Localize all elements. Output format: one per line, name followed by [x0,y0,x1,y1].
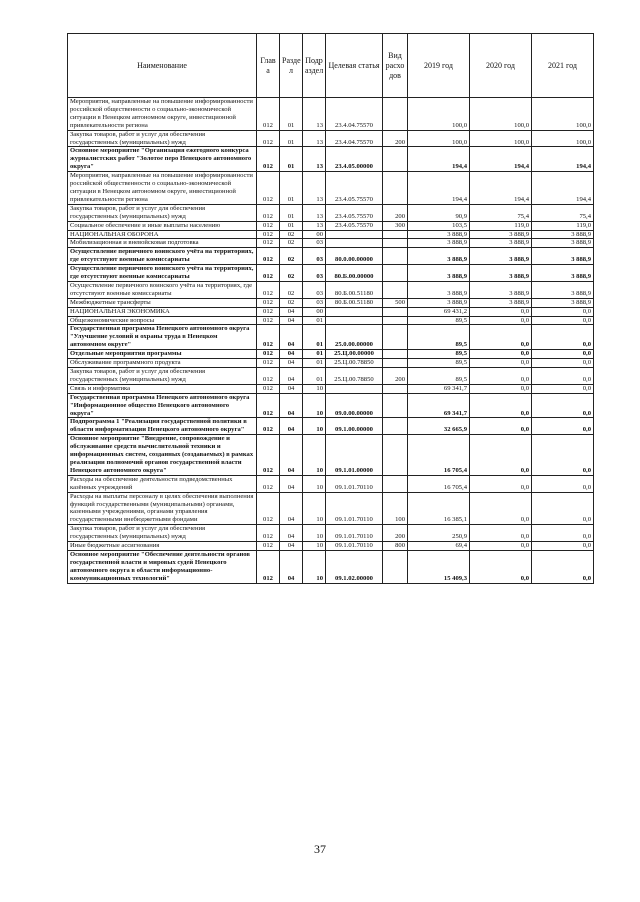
table-row [68,204,594,221]
cell-year-2021: 0,0 [532,350,594,359]
cell-year-2020: 100,0 [470,98,532,131]
cell-year-2019: 32 665,9 [408,418,470,435]
cell-glava: 012 [257,298,280,307]
cell-expense-type [383,475,408,492]
cell-year-2020: 3 888,9 [470,265,532,282]
cell-year-2021: 3 888,9 [532,281,594,298]
cell-year-2019: 89,5 [408,316,470,325]
cell-year-2020: 0,0 [470,359,532,368]
cell-year-2019: 3 888,9 [408,265,470,282]
table-row [68,550,594,583]
cell-razdel: 04 [280,418,303,435]
table-row [68,384,594,393]
cell-podrazdel: 01 [303,325,326,350]
header-target-article: Целевая статья [326,34,383,98]
cell-year-2021: 0,0 [532,492,594,525]
cell-year-2019: 3 888,9 [408,239,470,248]
cell-year-2020: 3 888,9 [470,239,532,248]
cell-podrazdel: 01 [303,368,326,385]
cell-glava: 012 [257,316,280,325]
cell-year-2020: 3 888,9 [470,298,532,307]
cell-glava: 012 [257,239,280,248]
cell-podrazdel: 13 [303,130,326,147]
cell-razdel: 04 [280,393,303,418]
cell-name: Мобилизационная и вневойсковая подготовка [68,239,257,248]
cell-podrazdel: 03 [303,239,326,248]
cell-target-article [326,230,383,239]
cell-year-2020: 0,0 [470,307,532,316]
cell-name: Социальное обеспечение и иные выплаты населению [68,221,257,230]
cell-year-2020: 0,0 [470,368,532,385]
cell-podrazdel: 13 [303,98,326,131]
cell-razdel: 04 [280,368,303,385]
cell-glava: 012 [257,325,280,350]
cell-name: Основное мероприятие "Внедрение, сопровождение и обслуживание средств вычислительной техники и информационных систем, созданных (создаваемых) в рамках реализации полномочий органов государственной власти Ненецкого автономного округа" [68,435,257,476]
header-row [68,34,594,98]
cell-target-article: 09.1.02.00000 [326,550,383,583]
cell-glava: 012 [257,172,280,205]
cell-year-2020: 0,0 [470,350,532,359]
cell-expense-type: 200 [383,130,408,147]
cell-glava: 012 [257,147,280,172]
cell-target-article [326,316,383,325]
cell-target-article: 09.1.01.70110 [326,475,383,492]
cell-year-2019: 89,5 [408,325,470,350]
cell-glava: 012 [257,550,280,583]
cell-razdel: 02 [280,239,303,248]
cell-razdel: 01 [280,204,303,221]
table-row [68,239,594,248]
cell-expense-type: 500 [383,298,408,307]
cell-year-2020: 100,0 [470,130,532,147]
cell-expense-type [383,281,408,298]
cell-name: Общеэкономические вопросы [68,316,257,325]
cell-expense-type [383,239,408,248]
cell-glava: 012 [257,435,280,476]
cell-razdel: 02 [280,298,303,307]
cell-year-2019: 3 888,9 [408,248,470,265]
cell-target-article: 09.1.01.70110 [326,542,383,551]
cell-year-2021: 3 888,9 [532,298,594,307]
cell-name: Мероприятия, направленные на повышение информированности российской общественности о социально-экономической ситуации в Ненецком автономном округе, инвестиционной привлекательности региона [68,172,257,205]
cell-name: Закупка товаров, работ и услуг для обеспечения государственных (муниципальных) нужд [68,525,257,542]
table-row [68,98,594,131]
cell-expense-type: 200 [383,204,408,221]
cell-target-article [326,239,383,248]
cell-name: Мероприятия, направленные на повышение информированности российской общественности о социально-экономической ситуации в Ненецком автономном округе, инвестиционной привлекательности региона [68,98,257,131]
cell-year-2019: 69 431,2 [408,307,470,316]
cell-name: Иные бюджетные ассигнования [68,542,257,551]
cell-year-2019: 90,9 [408,204,470,221]
cell-name: НАЦИОНАЛЬНАЯ ОБОРОНА [68,230,257,239]
cell-year-2020: 75,4 [470,204,532,221]
cell-year-2019: 3 888,9 [408,230,470,239]
table-row [68,475,594,492]
table-row [68,265,594,282]
cell-podrazdel: 13 [303,172,326,205]
cell-name: Подпрограмма 1 "Реализация государственной политики в области информатизации Ненецкого автономного округа" [68,418,257,435]
cell-name: Государственная программа Ненецкого автономного округа "Улучшение условий и охраны труда в Ненецком автономном округе" [68,325,257,350]
cell-year-2020: 3 888,9 [470,230,532,239]
page-number: 37 [314,842,326,856]
cell-name: Межбюджетные трансферты [68,298,257,307]
cell-target-article: 80.Б.00.51180 [326,281,383,298]
cell-year-2021: 0,0 [532,384,594,393]
table-row [68,359,594,368]
cell-expense-type [383,435,408,476]
cell-podrazdel: 03 [303,248,326,265]
cell-podrazdel: 01 [303,359,326,368]
cell-target-article: 09.1.01.00000 [326,435,383,476]
cell-razdel: 04 [280,359,303,368]
cell-year-2021: 0,0 [532,325,594,350]
cell-target-article: 09.0.00.00000 [326,393,383,418]
cell-year-2021: 75,4 [532,204,594,221]
cell-razdel: 04 [280,316,303,325]
cell-target-article: 23.4.05.75570 [326,221,383,230]
cell-razdel: 04 [280,492,303,525]
cell-name: Расходы на выплаты персоналу в целях обеспечения выполнения функций государственными (муниципальными) органами, казенными учреждениями, органами управления государственными внебюджетными фондами [68,492,257,525]
cell-expense-type: 800 [383,542,408,551]
cell-year-2021: 100,0 [532,130,594,147]
cell-expense-type [383,325,408,350]
cell-glava: 012 [257,418,280,435]
cell-podrazdel: 10 [303,393,326,418]
cell-target-article: 23.4.04.75570 [326,98,383,131]
cell-year-2019: 89,5 [408,368,470,385]
cell-year-2021: 194,4 [532,172,594,205]
cell-year-2021: 0,0 [532,418,594,435]
cell-glava: 012 [257,204,280,221]
cell-expense-type [383,172,408,205]
cell-target-article: 25.Ц.00.78850 [326,359,383,368]
cell-target-article: 09.1.00.00000 [326,418,383,435]
cell-year-2021: 0,0 [532,542,594,551]
table-row [68,172,594,205]
cell-year-2019: 3 888,9 [408,281,470,298]
table-row [68,316,594,325]
cell-podrazdel: 10 [303,435,326,476]
cell-year-2019: 3 888,9 [408,298,470,307]
cell-razdel: 04 [280,435,303,476]
cell-razdel: 04 [280,325,303,350]
cell-glava: 012 [257,265,280,282]
cell-glava: 012 [257,307,280,316]
header-year-2020: 2020 год [470,34,532,98]
cell-razdel: 04 [280,307,303,316]
cell-year-2019: 15 409,3 [408,550,470,583]
cell-year-2020: 0,0 [470,384,532,393]
cell-year-2019: 194,4 [408,147,470,172]
cell-year-2020: 119,0 [470,221,532,230]
cell-year-2020: 3 888,9 [470,281,532,298]
table-row [68,230,594,239]
cell-expense-type [383,230,408,239]
table-row [68,298,594,307]
cell-year-2021: 100,0 [532,98,594,131]
budget-table [67,33,594,584]
cell-expense-type [383,550,408,583]
cell-glava: 012 [257,221,280,230]
cell-year-2021: 0,0 [532,368,594,385]
table-row [68,492,594,525]
cell-year-2021: 3 888,9 [532,239,594,248]
cell-year-2020: 0,0 [470,418,532,435]
cell-razdel: 04 [280,525,303,542]
cell-podrazdel: 00 [303,230,326,239]
cell-year-2020: 0,0 [470,393,532,418]
cell-podrazdel: 13 [303,221,326,230]
cell-year-2020: 194,4 [470,147,532,172]
cell-glava: 012 [257,492,280,525]
cell-expense-type [383,147,408,172]
cell-razdel: 04 [280,384,303,393]
cell-name: Расходы на обеспечение деятельности подведомственных казённых учреждений [68,475,257,492]
cell-year-2019: 16 705,4 [408,435,470,476]
table-row [68,525,594,542]
cell-year-2020: 0,0 [470,550,532,583]
cell-year-2019: 194,4 [408,172,470,205]
cell-glava: 012 [257,368,280,385]
cell-target-article: 80.0.00.00000 [326,248,383,265]
table-row [68,248,594,265]
table-row [68,368,594,385]
cell-razdel: 01 [280,221,303,230]
cell-year-2019: 103,5 [408,221,470,230]
cell-target-article: 23.4.05.75570 [326,172,383,205]
cell-year-2021: 0,0 [532,525,594,542]
cell-target-article: 25.Ц.00.00000 [326,350,383,359]
cell-podrazdel: 10 [303,525,326,542]
cell-name: Связь и информатика [68,384,257,393]
cell-name: Закупка товаров, работ и услуг для обеспечения государственных (муниципальных) нужд [68,368,257,385]
cell-year-2020: 3 888,9 [470,248,532,265]
cell-year-2019: 69 341,7 [408,393,470,418]
cell-podrazdel: 01 [303,316,326,325]
cell-expense-type [383,316,408,325]
table-row [68,147,594,172]
table-row [68,281,594,298]
cell-year-2019: 16 705,4 [408,475,470,492]
cell-year-2021: 0,0 [532,307,594,316]
cell-podrazdel: 13 [303,204,326,221]
cell-glava: 012 [257,525,280,542]
cell-expense-type [383,307,408,316]
cell-name: НАЦИОНАЛЬНАЯ ЭКОНОМИКА [68,307,257,316]
cell-target-article: 25.0.00.00000 [326,325,383,350]
header-year-2021: 2021 год [532,34,594,98]
cell-podrazdel: 01 [303,350,326,359]
cell-expense-type: 200 [383,368,408,385]
cell-year-2021: 0,0 [532,475,594,492]
table-row [68,435,594,476]
cell-glava: 012 [257,98,280,131]
cell-podrazdel: 13 [303,147,326,172]
cell-razdel: 04 [280,550,303,583]
cell-glava: 012 [257,248,280,265]
cell-razdel: 02 [280,265,303,282]
cell-glava: 012 [257,384,280,393]
cell-year-2019: 69,4 [408,542,470,551]
cell-podrazdel: 10 [303,475,326,492]
cell-expense-type [383,384,408,393]
cell-expense-type [383,265,408,282]
cell-year-2019: 100,0 [408,130,470,147]
cell-name: Обслуживание программного продукта [68,359,257,368]
cell-target-article [326,307,383,316]
table-row [68,350,594,359]
table-row [68,221,594,230]
cell-name: Основное мероприятие "Обеспечение деятельности органов государственной власти и мировых судей Ненецкого автономного округа в области информационно-коммуникационных технологий" [68,550,257,583]
cell-expense-type [383,248,408,265]
table-row [68,393,594,418]
table-row [68,325,594,350]
cell-year-2020: 0,0 [470,435,532,476]
cell-podrazdel: 10 [303,542,326,551]
cell-expense-type [383,98,408,131]
cell-year-2021: 194,4 [532,147,594,172]
cell-expense-type [383,393,408,418]
cell-glava: 012 [257,475,280,492]
cell-podrazdel: 03 [303,281,326,298]
cell-razdel: 02 [280,230,303,239]
table-row [68,418,594,435]
cell-year-2021: 0,0 [532,435,594,476]
cell-year-2020: 194,4 [470,172,532,205]
cell-expense-type [383,359,408,368]
table-row [68,130,594,147]
cell-glava: 012 [257,359,280,368]
cell-year-2019: 89,5 [408,359,470,368]
cell-year-2019: 69 341,7 [408,384,470,393]
cell-expense-type [383,350,408,359]
cell-name: Осуществление первичного воинского учёта на территориях, где отсутствуют военные комиссариаты [68,265,257,282]
cell-year-2020: 0,0 [470,475,532,492]
header-podrazdel: Подр аздел [303,34,326,98]
cell-year-2020: 0,0 [470,525,532,542]
cell-glava: 012 [257,230,280,239]
cell-razdel: 04 [280,475,303,492]
cell-year-2020: 0,0 [470,492,532,525]
cell-podrazdel: 10 [303,550,326,583]
cell-target-article: 09.1.01.70110 [326,525,383,542]
cell-year-2020: 0,0 [470,542,532,551]
table-row [68,307,594,316]
header-glava: Глав а [257,34,280,98]
cell-podrazdel: 10 [303,418,326,435]
cell-razdel: 02 [280,248,303,265]
cell-year-2019: 89,5 [408,350,470,359]
cell-name: Государственная программа Ненецкого автономного округа "Информационное общество Ненецкого автономного округа" [68,393,257,418]
cell-name: Основное мероприятие "Организация ежегодного конкурса журналистских работ "Золотое перо Ненецкого автономного округа" [68,147,257,172]
cell-razdel: 04 [280,542,303,551]
cell-name: Закупка товаров, работ и услуг для обеспечения государственных (муниципальных) нужд [68,130,257,147]
header-name: Наименование [68,34,257,98]
cell-target-article: 23.4.05.75570 [326,204,383,221]
cell-razdel: 01 [280,172,303,205]
cell-razdel: 04 [280,350,303,359]
cell-expense-type: 300 [383,221,408,230]
cell-expense-type [383,418,408,435]
cell-target-article: 80.Б.00.51180 [326,298,383,307]
cell-name: Закупка товаров, работ и услуг для обеспечения государственных (муниципальных) нужд [68,204,257,221]
cell-year-2021: 0,0 [532,359,594,368]
cell-name: Осуществление первичного воинского учёта на территориях, где отсутствуют военные комиссариаты [68,248,257,265]
cell-year-2021: 119,0 [532,221,594,230]
cell-expense-type: 100 [383,492,408,525]
cell-target-article: 09.1.01.70110 [326,492,383,525]
cell-glava: 012 [257,281,280,298]
cell-podrazdel: 10 [303,384,326,393]
cell-podrazdel: 03 [303,298,326,307]
cell-podrazdel: 03 [303,265,326,282]
header-expense-type: Вид расхо дов [383,34,408,98]
cell-glava: 012 [257,130,280,147]
table-row [68,542,594,551]
header-razdel: Разде л [280,34,303,98]
cell-razdel: 01 [280,147,303,172]
cell-expense-type: 200 [383,525,408,542]
cell-razdel: 02 [280,281,303,298]
cell-podrazdel: 10 [303,492,326,525]
cell-target-article: 23.4.05.00000 [326,147,383,172]
cell-year-2020: 0,0 [470,316,532,325]
cell-target-article [326,384,383,393]
cell-target-article: 23.4.04.75570 [326,130,383,147]
cell-glava: 012 [257,393,280,418]
cell-year-2021: 0,0 [532,316,594,325]
cell-glava: 012 [257,350,280,359]
cell-year-2019: 250,9 [408,525,470,542]
cell-target-article: 80.Б.00.00000 [326,265,383,282]
cell-glava: 012 [257,542,280,551]
cell-podrazdel: 00 [303,307,326,316]
cell-year-2021: 3 888,9 [532,230,594,239]
cell-target-article: 25.Ц.00.78850 [326,368,383,385]
cell-name: Отдельные мероприятия программы [68,350,257,359]
cell-razdel: 01 [280,130,303,147]
cell-year-2019: 16 385,1 [408,492,470,525]
cell-name: Осуществление первичного воинского учёта на территориях, где отсутствуют военные комиссариаты [68,281,257,298]
cell-year-2021: 0,0 [532,393,594,418]
cell-razdel: 01 [280,98,303,131]
cell-year-2021: 3 888,9 [532,248,594,265]
header-year-2019: 2019 год [408,34,470,98]
cell-year-2021: 3 888,9 [532,265,594,282]
cell-year-2020: 0,0 [470,325,532,350]
cell-year-2021: 0,0 [532,550,594,583]
cell-year-2019: 100,0 [408,98,470,131]
